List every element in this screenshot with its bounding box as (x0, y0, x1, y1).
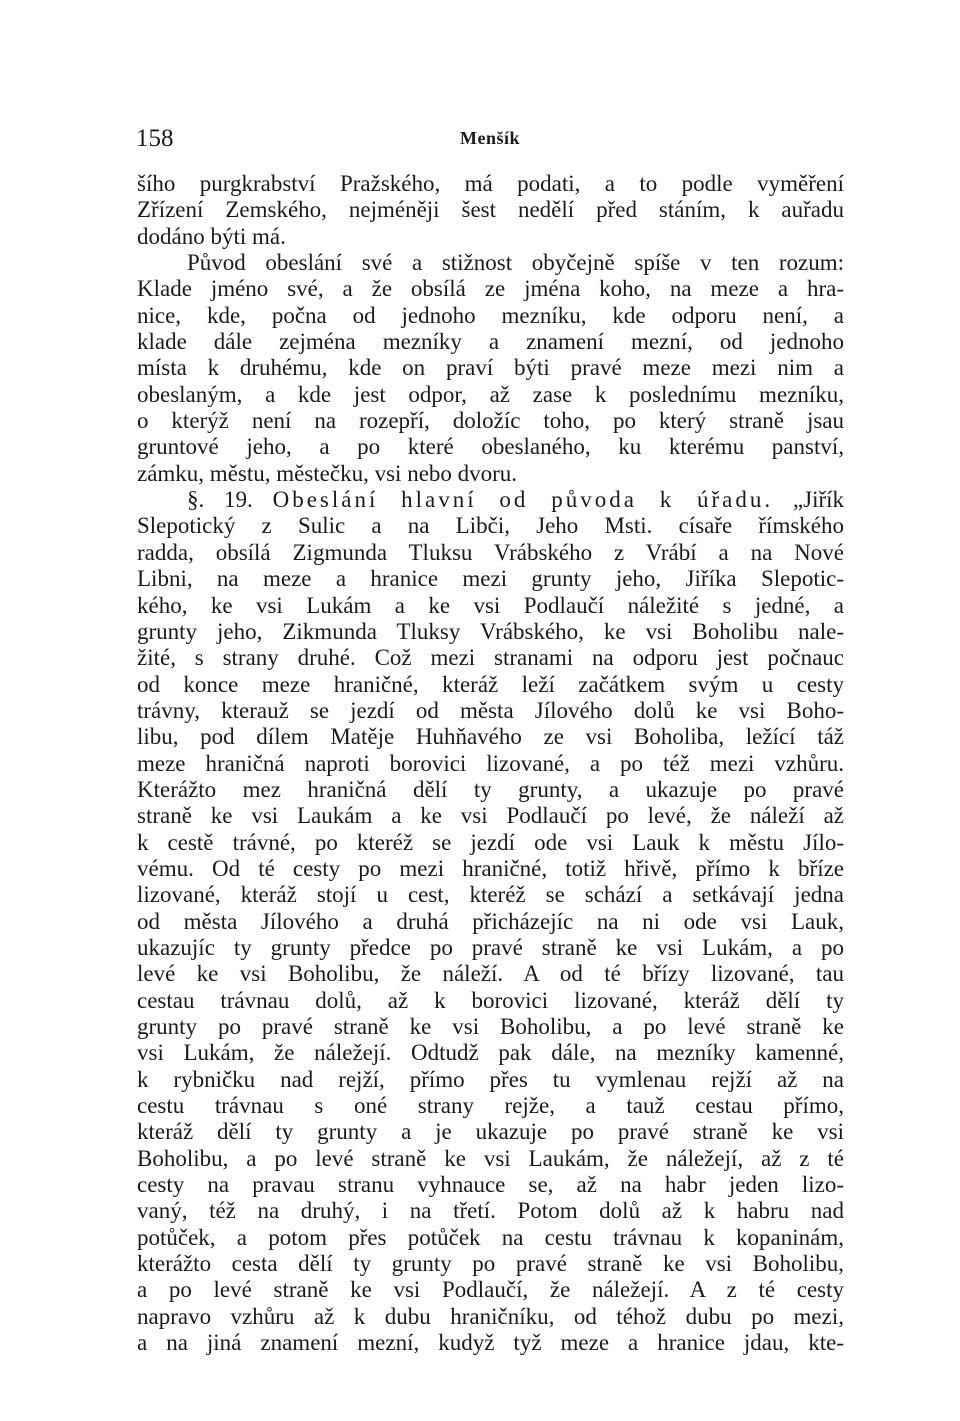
text-line: od města Jílového a druhá přicházejíc na ni ode vsi Lauk, (137, 908, 844, 934)
section-heading-line (137, 487, 844, 513)
section-heading-continuation: „Jiřík (792, 487, 844, 513)
text-line: kterážto cesta dělí ty grunty po pravé straně ke vsi Boholibu, (137, 1251, 844, 1277)
text-line: vsi Lukám, že náležejí. Odtudž pak dále, na mezníky kamenné, (137, 1040, 844, 1066)
text-line: meze hraničná naproti borovici lizované, a po též mezi vzhůru. (137, 750, 844, 776)
section-number: §. 19. (187, 487, 253, 513)
text-line: straně ke vsi Laukám a ke vsi Podlaučí po levé, že náleží až (137, 803, 844, 829)
text-line: místa k druhému, kde on praví býti pravé meze mezi nim a (137, 355, 844, 381)
text-line: cesty na pravau stranu vyhnauce se, až na habr jeden lizo- (137, 1172, 844, 1198)
text-line: šího purgkrabství Pražského, má podati, a to podle vyměření (137, 171, 844, 196)
section-heading: Obeslání hlavní od původa k úřadu. (272, 487, 774, 513)
text-line: Zřízení Zemského, nejméněji šest nedělí před stáním, k auřadu (137, 197, 844, 223)
text-line: Slepotický z Sulic a na Libči, Jeho Msti. císaře římského (137, 513, 844, 539)
text-line: žité, s strany druhé. Což mezi stranami na odporu jest počnauc (137, 645, 844, 671)
text-line: Klade jméno své, a že obsílá ze jména koho, na meze a hra- (137, 276, 844, 302)
text-line: a po levé straně ke vsi Podlaučí, že náležejí. A z té cesty (137, 1277, 844, 1303)
text-line: grunty jeho, Zikmunda Tluksy Vrábského, ke vsi Boholibu nale- (137, 618, 844, 644)
text-line: ukazujíc ty grunty předce po pravé straně ke vsi Lukám, a po (137, 934, 844, 960)
text-line: a na jiná znamení mezní, kudyž tyž meze a hranice jdau, kte- (137, 1330, 844, 1356)
page-number: 158 (136, 125, 174, 152)
text-line: Kterážto mez hraničná dělí ty grunty, a ukazuje po pravé (137, 776, 844, 802)
text-line: kého, ke vsi Lukám a ke vsi Podlaučí náležité s jedné, a (137, 592, 844, 618)
text-line: vaný, též na druhý, i na třetí. Potom dolů až k habru nad (137, 1198, 844, 1224)
text-line: o kterýž není na rozepří, doložíc toho, po který straně jsau (137, 408, 844, 434)
text-line: nice, kde, počna od jednoho mezníku, kde odporu není, a (137, 302, 844, 328)
text-line: levé ke vsi Boholibu, že náleží. A od té břízy lizované, tau (137, 961, 844, 987)
running-head (136, 125, 844, 161)
running-title: Menšík (459, 128, 520, 148)
text-line: vému. Od té cesty po mezi hraničné, totiž hřivě, přímo k bříze (137, 855, 844, 881)
text-line: trávny, kterauž se jezdí od města Jílového dolů ke vsi Boho- (137, 697, 844, 723)
text-line: kteráž dělí ty grunty a je ukazuje po pravé straně ke vsi (137, 1119, 844, 1145)
text-line: k cestě trávné, po kteréž se jezdí ode vsi Lauk k městu Jílo- (137, 829, 844, 855)
text-line: libu, pod dílem Matěje Huhňavého ze vsi Boholiba, ležící táž (137, 724, 844, 750)
text-line: obeslaným, a kde jest odpor, až zase k poslednímu mezníku, (137, 381, 844, 407)
text-line: grunty po pravé straně ke vsi Boholibu, a po levé straně ke (137, 1014, 844, 1039)
text-line: k rybničku nad rejží, přímo přes tu vymlenau rejží až na (137, 1066, 844, 1092)
text-line: klade dále zejména mezníky a znamení mezní, od jednoho (137, 329, 844, 355)
text-line: Boholibu, a po levé straně ke vsi Laukám, že náležejí, až z té (137, 1145, 844, 1171)
text-line: radda, obsílá Zigmunda Tluksu Vrábského z Vrábí a na Nové (137, 539, 844, 565)
text-line: gruntové jeho, a po které obeslaného, ku kterému panství, (137, 434, 844, 460)
text-line: od konce meze hraničné, kteráž leží začátkem svým u cesty (137, 671, 844, 697)
text-line: zámku, městu, městečku, vsi nebo dvoru. (137, 460, 518, 486)
text-line: Libni, na meze a hranice mezi grunty jeho, Jiříka Slepotic- (137, 566, 844, 592)
text-line: Původ obeslání své a stižnost obyčejně spíše v ten rozum: (187, 250, 844, 276)
text-line: potůček, a potom přes potůček na cestu trávnau k kopaninám, (137, 1224, 844, 1250)
text-line: lizované, kteráž stojí u cest, kteréž se schází a setkávají jedna (137, 882, 844, 908)
body-text (137, 171, 844, 1356)
text-line: napravo vzhůru až k dubu hraničníku, od téhož dubu po mezi, (137, 1303, 844, 1329)
text-line: cestau trávnau dolů, až k borovici lizované, kteráž dělí ty (137, 987, 844, 1013)
text-line: dodáno býti má. (137, 223, 286, 249)
text-line: cestu trávnau s oné strany rejže, a tauž cestau přímo, (137, 1093, 844, 1119)
